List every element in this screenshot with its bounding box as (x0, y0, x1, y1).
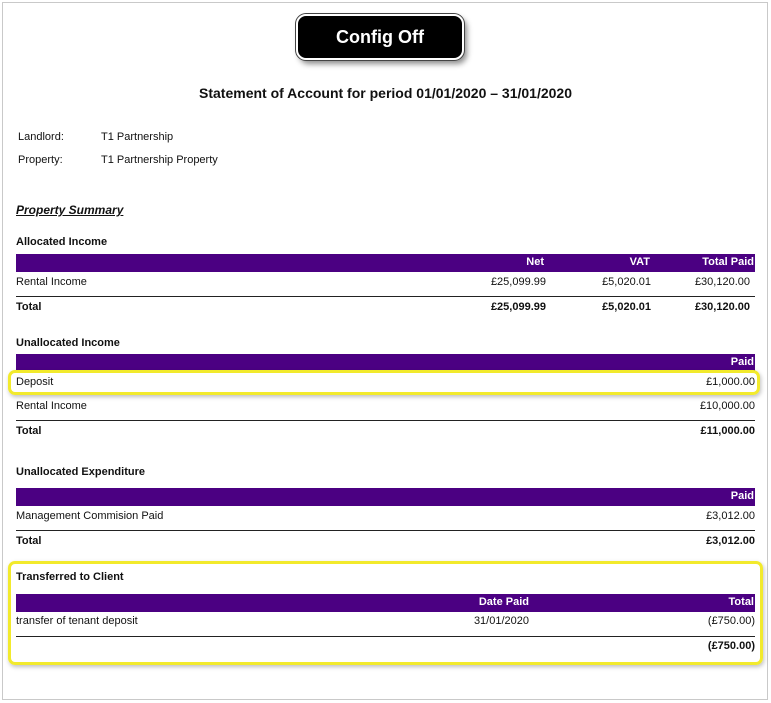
paid-header: Paid (730, 356, 754, 368)
transferred-to-client-title: Transferred to Client (16, 571, 124, 583)
table-row (16, 398, 755, 416)
divider (16, 420, 755, 421)
property-row (18, 154, 218, 166)
unallocated-expenditure-title: Unallocated Expenditure (16, 466, 145, 478)
total-paid: £11,000.00 (700, 425, 755, 437)
unallocated-expenditure-header (16, 488, 755, 506)
property-value: T1 Partnership Property (101, 154, 218, 166)
row-date-paid: 31/01/2020 (473, 615, 529, 627)
divider (16, 296, 755, 297)
landlord-value: T1 Partnership (101, 131, 174, 143)
total-net: £25,099.99 (490, 301, 546, 313)
total-amount: (£750.00) (707, 640, 755, 652)
landlord-label: Landlord: (18, 131, 64, 143)
config-off-badge (296, 14, 464, 60)
table-row (16, 508, 755, 526)
table-row (16, 613, 755, 631)
total-paid: £3,012.00 (706, 535, 755, 547)
total-label: Total (16, 425, 42, 437)
table-row (16, 374, 755, 392)
landlord-row (18, 131, 173, 143)
row-label: Rental Income (16, 400, 87, 412)
allocated-income-header (16, 254, 755, 272)
row-label: Deposit (16, 376, 54, 388)
row-total: (£750.00) (707, 615, 755, 627)
statement-title: Statement of Account for period 01/01/2020 – 31/01/2020 (199, 85, 572, 101)
row-total-paid: £30,120.00 (694, 276, 750, 288)
transferred-to-client-header (16, 594, 755, 612)
total-row (16, 638, 755, 656)
date-paid-header: Date Paid (478, 596, 529, 608)
unallocated-income-title: Unallocated Income (16, 337, 120, 349)
total-vat: £5,020.01 (602, 301, 651, 313)
row-net: £25,099.99 (490, 276, 546, 288)
net-header: Net (526, 256, 544, 268)
row-label: transfer of tenant deposit (16, 615, 138, 627)
total-row (16, 299, 755, 317)
divider (16, 636, 755, 637)
allocated-income-title: Allocated Income (16, 236, 108, 248)
property-label: Property: (18, 154, 63, 166)
row-vat: £5,020.01 (602, 276, 651, 288)
row-paid: £1,000.00 (706, 376, 755, 388)
table-row (16, 274, 755, 292)
row-paid: £10,000.00 (699, 400, 755, 412)
total-paid: £30,120.00 (694, 301, 750, 313)
total-row (16, 533, 755, 551)
divider (16, 530, 755, 531)
total-paid-header: Total Paid (702, 256, 754, 268)
total-label: Total (16, 535, 42, 547)
total-header: Total (728, 596, 754, 608)
total-label: Total (16, 301, 42, 313)
property-summary-heading: Property Summary (16, 203, 124, 217)
total-row (16, 423, 755, 441)
vat-header: VAT (629, 256, 650, 268)
paid-header: Paid (730, 490, 754, 502)
config-off-label: Config Off (336, 26, 424, 47)
row-paid: £3,012.00 (706, 510, 755, 522)
row-label: Rental Income (16, 276, 87, 288)
row-label: Management Commision Paid (16, 510, 164, 522)
